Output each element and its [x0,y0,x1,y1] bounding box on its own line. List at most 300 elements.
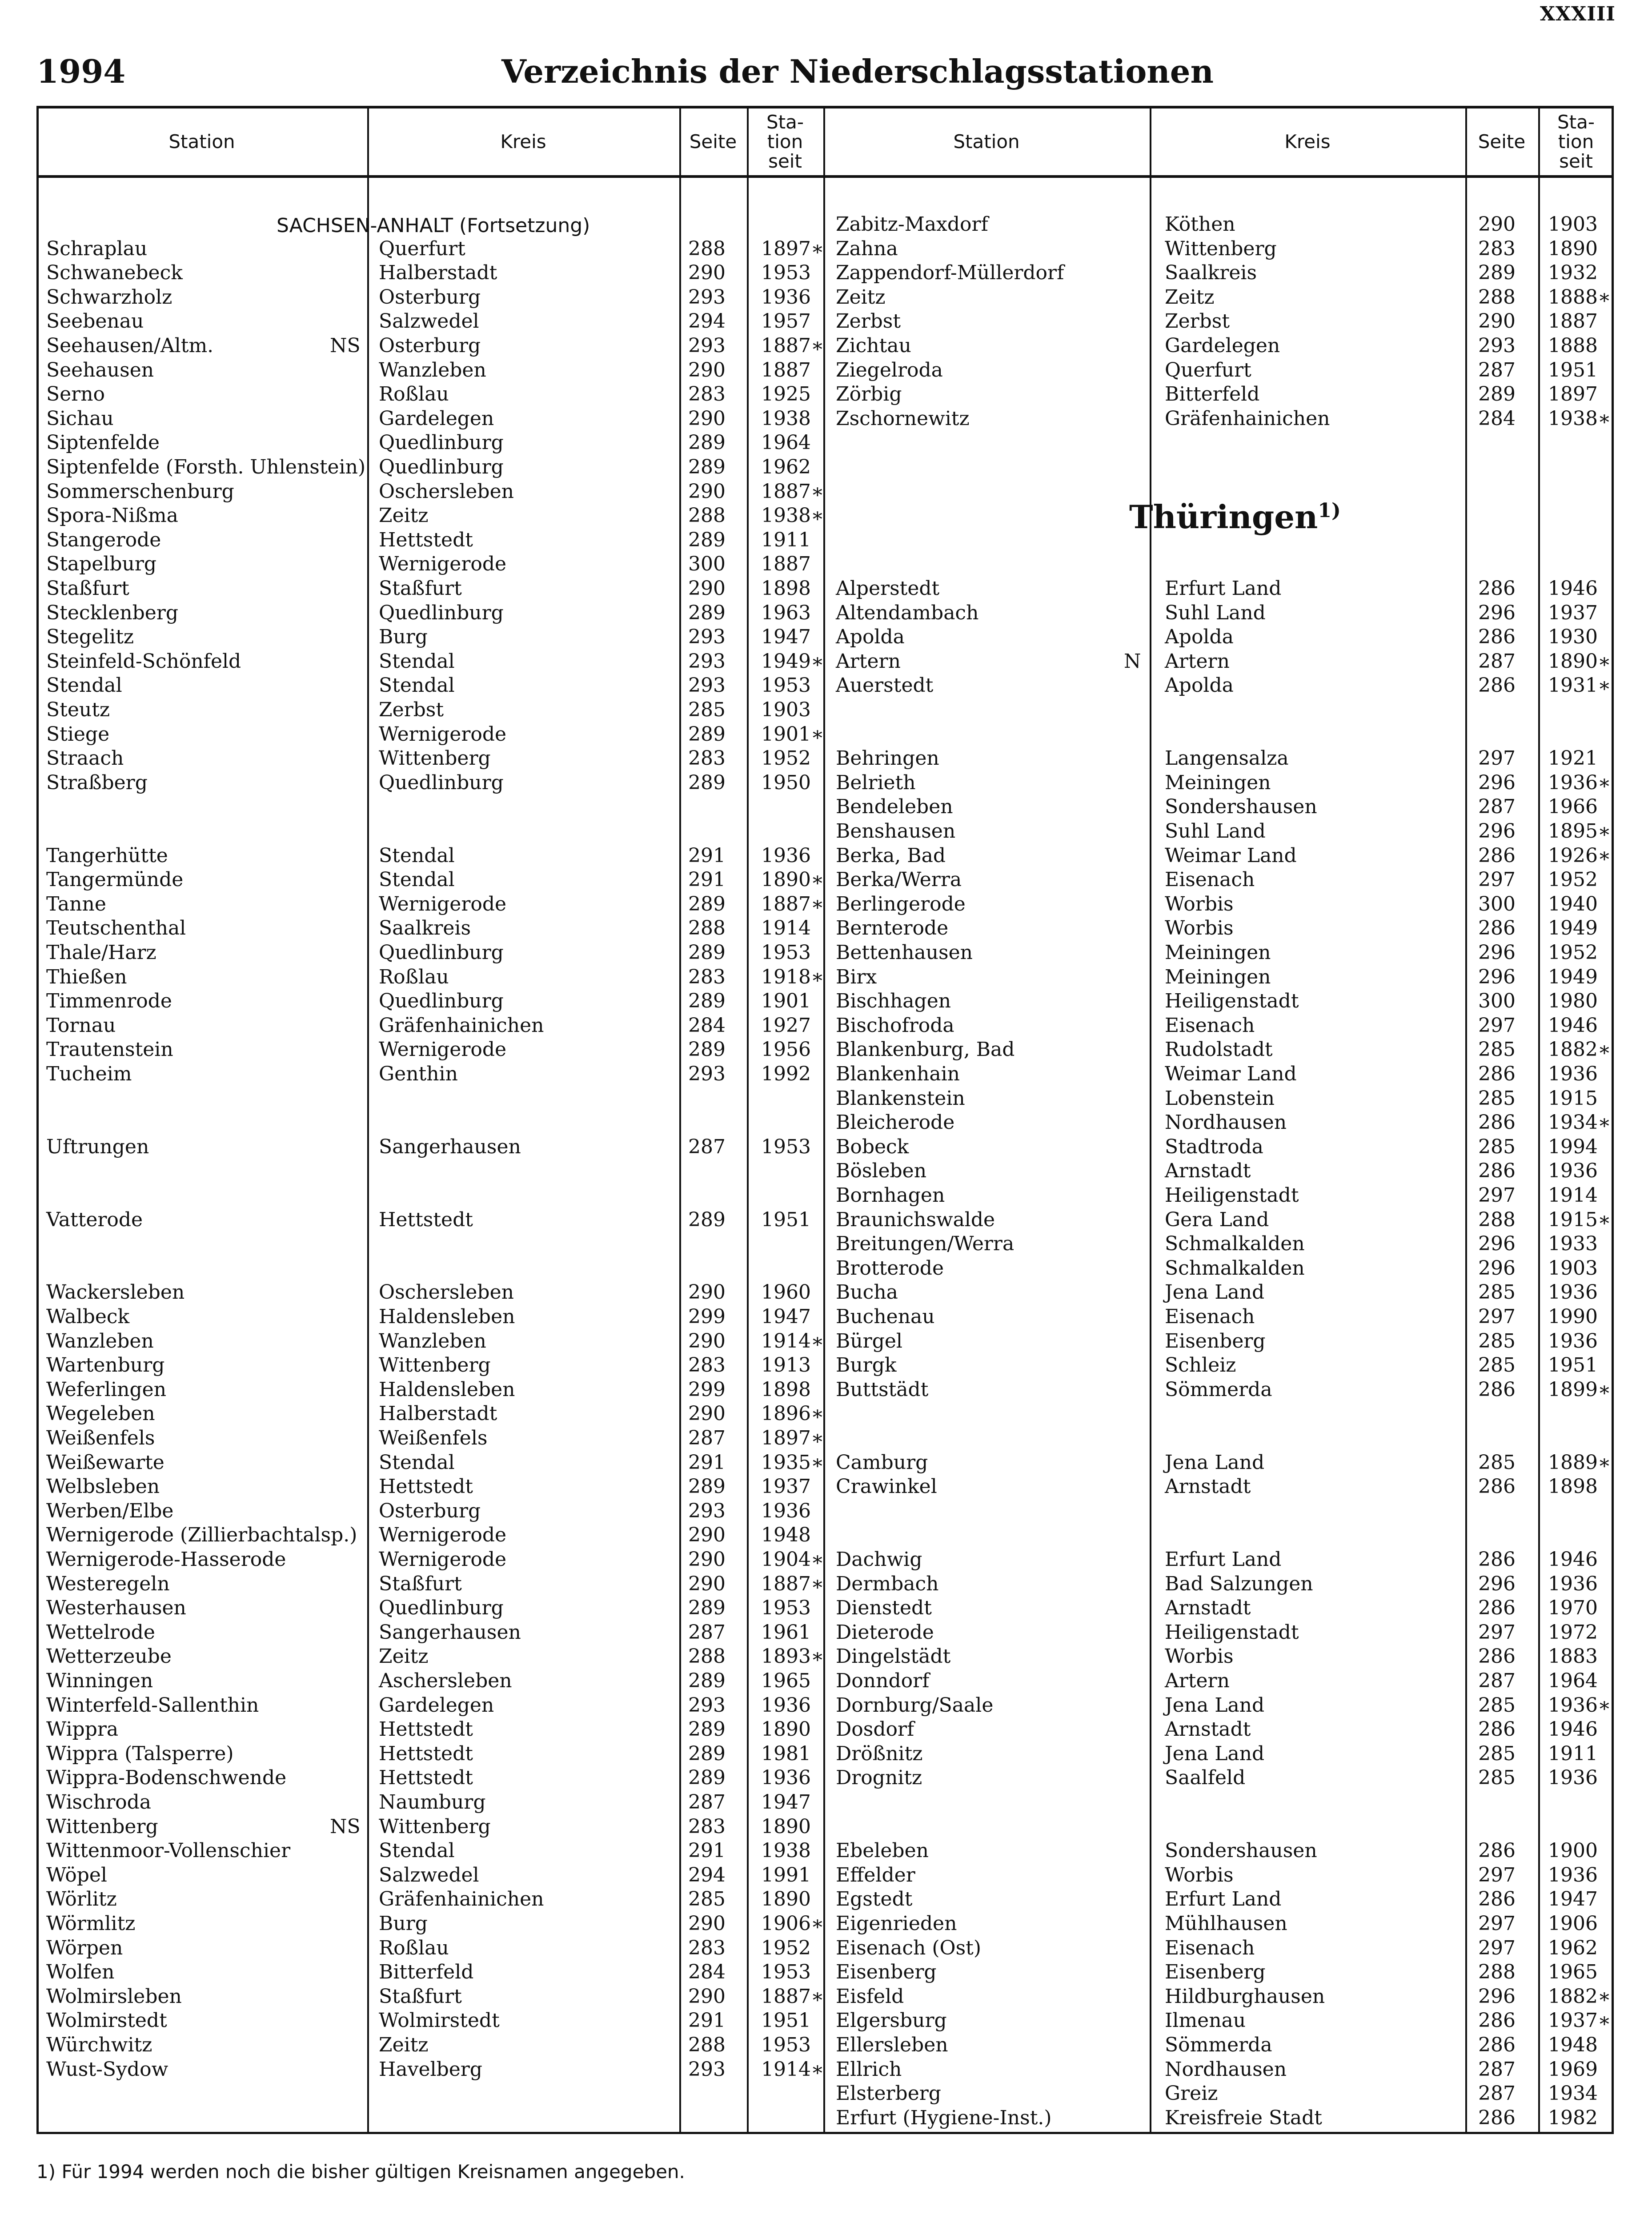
seite-value: 293 [688,1499,726,1522]
station-seit-value: 1970 [1548,1597,1598,1620]
kreis-name: Arnstadt [1165,1475,1251,1498]
kreis-name: Zeitz [1165,285,1215,309]
seite-value: 291 [688,1451,726,1474]
station-name: Sichau [46,407,114,430]
table-row [0,1596,1652,1620]
seite-value: 291 [688,2009,726,2032]
station-name: Würchwitz [46,2034,152,2056]
kreis-name: Gera Land [1165,1208,1269,1231]
station-seit-value: 1980 [1548,990,1598,1013]
station-name: Siptenfelde [46,431,160,454]
station-name: Benshausen [836,820,956,843]
station-name: Vatterode [46,1208,143,1231]
station-name: Schwarzholz [46,285,172,309]
station-name: Wust-Sydow [46,2058,168,2081]
station-name: Wartenburg [46,1354,165,1377]
station-name: Stecklenberg [46,601,179,624]
station-name: Stiege [46,722,110,746]
seite-value: 286 [1478,1160,1516,1183]
table-row [0,1572,1652,1596]
table-row [0,601,1652,625]
kreis-name: Stendal [379,650,455,673]
seite-value: 300 [688,553,726,576]
kreis-name: Roßlau [379,1936,449,1959]
station-seit-value: 1882∗ [1548,1985,1611,2008]
kreis-name: Saalkreis [1165,261,1257,285]
station-seit-value: 1947 [761,1791,811,1814]
station-seit-value: 1952 [1548,868,1598,891]
seite-value: 290 [688,1524,726,1547]
kreis-name: Hildburghausen [1165,1985,1325,2008]
station-seit-value: 1889∗ [1548,1451,1611,1474]
station-name: Dingelstädt [836,1645,951,1668]
table-row [0,2057,1652,2082]
station-name: Berlingerode [836,892,966,915]
kreis-name: Erfurt Land [1165,577,1282,600]
table-row [0,722,1652,746]
kreis-name: Eisenach [1165,1936,1255,1959]
seite-value: 290 [688,358,726,381]
kreis-name: Weimar Land [1165,844,1297,867]
seite-value: 296 [1478,1985,1516,2008]
kreis-name: Gräfenhainichen [379,1888,544,1911]
kreis-name: Zeitz [379,1645,429,1668]
station-seit-value: 1946 [1548,1014,1598,1037]
station-name: Bischhagen [836,990,951,1013]
station-name: Eisenach (Ost) [836,1936,982,1959]
seite-value: 289 [688,990,726,1013]
station-name: Breitungen/Werra [836,1232,1014,1256]
station-name: Winterfeld-Sallenthin [46,1693,259,1717]
station-seit-value: 1897 [1548,383,1598,406]
station-seit-value: 1932 [1548,261,1598,285]
kreis-name: Staßfurt [379,1572,462,1595]
header-seite: Seite [1478,131,1526,152]
station-name: Zabitz-Maxdorf [836,213,988,236]
station-name: Crawinkel [836,1475,937,1498]
station-seit-value: 1953 [761,941,811,964]
seite-value: 290 [688,1548,726,1571]
table-row [0,2081,1652,2106]
table-row [0,261,1652,285]
station-seit-value: 1936 [761,1499,811,1522]
station-name: Straßberg [46,771,148,794]
station-name: Straach [46,747,124,770]
header-kreis: Kreis [500,131,546,152]
kreis-name: Erfurt Land [1165,1888,1282,1911]
seite-value: 289 [688,601,726,624]
kreis-name: Gardelegen [379,1693,494,1717]
station-seit-value: 1898 [1548,1475,1598,1498]
station-seit-value: 1936 [1548,1766,1598,1790]
station-name: Berka, Bad [836,844,946,867]
station-name: Egstedt [836,1888,913,1911]
seite-value: 289 [688,771,726,794]
kreis-name: Meiningen [1165,965,1271,988]
table-row [0,1256,1652,1280]
header-station: Station [953,131,1020,152]
seite-value: 286 [1478,1645,1516,1668]
table-row [0,649,1652,674]
station-seit-value: 1953 [761,1597,811,1620]
kreis-name: Oschersleben [379,1281,514,1304]
kreis-name: Hettstedt [379,1742,473,1765]
station-name: Burgk [836,1354,897,1377]
header-seite: Seite [689,131,737,152]
seite-value: 289 [688,722,726,746]
station-seit-value: 1936 [761,1766,811,1790]
station-name: Werben/Elbe [46,1499,174,1522]
station-seit-value: 1882∗ [1548,1038,1611,1061]
station-name: Zerbst [836,310,901,333]
seite-value: 284 [688,1961,726,1984]
seite-value: 284 [688,1014,726,1037]
kreis-name: Genthin [379,1063,458,1085]
table-row [0,1499,1652,1523]
station-seit-value: 1953 [761,1961,811,1984]
station-name: Wegeleben [46,1402,155,1425]
station-seit-value: 1981 [761,1742,811,1765]
station-seit-value: 1953 [761,2034,811,2056]
seite-value: 297 [1478,1936,1516,1959]
kreis-name: Burg [379,626,428,649]
station-seit-value: 1947 [1548,1888,1598,1911]
seite-value: 290 [688,577,726,600]
seite-value: 289 [688,941,726,964]
seite-value: 289 [688,1475,726,1498]
seite-value: 283 [688,383,726,406]
seite-value: 285 [1478,1354,1516,1377]
station-name: Alperstedt [836,577,940,600]
seite-value: 286 [1478,2009,1516,2032]
kreis-name: Halberstadt [379,261,497,285]
table-row [0,1450,1652,1475]
kreis-name: Osterburg [379,285,481,309]
station-seit-value: 1946 [1548,1718,1598,1741]
station-name: Buchenau [836,1305,935,1328]
station-name: Ziegelroda [836,358,943,381]
kreis-name: Schmalkalden [1165,1232,1305,1256]
station-seit-value: 1940 [1548,892,1598,915]
kreis-name: Köthen [1165,213,1235,236]
table-row [0,406,1652,431]
table-row [0,1183,1652,1208]
station-name: Weferlingen [46,1378,167,1401]
seite-value: 290 [688,1402,726,1425]
station-seit-value: 1915 [1548,1087,1598,1110]
station-name: Blankenburg, Bad [836,1038,1015,1061]
station-seit-value: 1965 [761,1669,811,1692]
seite-value: 287 [688,1791,726,1814]
seite-value: 293 [688,2058,726,2081]
kreis-name: Oschersleben [379,480,514,503]
station-name: Behringen [836,747,939,770]
kreis-name: Hettstedt [379,1718,473,1741]
kreis-name: Stendal [379,844,455,867]
kreis-name: Lobenstein [1165,1087,1275,1110]
table-row [0,1135,1652,1159]
station-seit-value: 1890 [1548,237,1598,260]
station-name: Bösleben [836,1160,927,1183]
station-name: Serno [46,383,105,406]
station-name: Zschornewitz [836,407,970,430]
table-row [0,1838,1652,1863]
table-row [0,916,1652,940]
station-seit-value: 1887 [761,358,811,381]
seite-value: 287 [1478,2082,1516,2105]
kreis-name: Zerbst [379,698,444,721]
station-seit-value: 1934∗ [1548,1111,1611,1134]
seite-value: 290 [688,261,726,285]
kreis-name: Jena Land [1165,1281,1265,1304]
station-seit-value: 1952 [761,747,811,770]
station-name: Wippra-Bodenschwende [46,1766,287,1790]
thueringen-footnote-mark: 1) [1318,499,1341,522]
seite-value: 290 [688,480,726,503]
seite-value: 289 [688,1208,726,1231]
station-seit-value: 1953 [761,1135,811,1158]
seite-value: 296 [1478,820,1516,843]
table-row [0,1062,1652,1086]
station-name: Wernigerode-Hasserode [46,1548,286,1571]
station-name: Bobeck [836,1135,909,1158]
seite-value: 300 [1478,990,1516,1013]
station-name: Berka/Werra [836,868,962,891]
table-row [0,1669,1652,1693]
seite-value: 287 [688,1427,726,1449]
station-name: Teutschenthal [46,917,186,940]
station-seit-value: 1951 [761,1208,811,1231]
station-name: Schwanebeck [46,261,183,285]
station-seit-value: 1903 [1548,213,1598,236]
region-label: SACHSEN-ANHALT (Fortsetzung) [277,214,590,237]
kreis-name: Sangerhausen [379,1135,521,1158]
station-name: Tornau [46,1014,116,1037]
station-seit-value: 1957 [761,310,811,333]
kreis-name: Mühlhausen [1165,1912,1287,1935]
station-seit-value: 1962 [1548,1936,1598,1959]
seite-value: 289 [688,1718,726,1741]
station-name: Wörlitz [46,1888,117,1911]
station-name: Wetterzeube [46,1645,172,1668]
table-row [0,1984,1652,2009]
seite-value: 284 [1478,407,1516,430]
station-seit-value: 1960 [761,1281,811,1304]
table-row [0,698,1652,722]
seite-value: 293 [688,285,726,309]
seite-value: 286 [1478,626,1516,649]
table-row [0,843,1652,868]
station-name: Zeitz [836,285,886,309]
seite-value: 288 [1478,1961,1516,1984]
station-seit-value: 1890 [761,1888,811,1911]
seite-value: 296 [1478,1572,1516,1595]
seite-value: 286 [1478,577,1516,600]
station-seit-value: 1949 [1548,917,1598,940]
kreis-name: Wittenberg [379,747,491,770]
header-station-seit: Sta- tion seit [766,111,804,172]
station-name: Thießen [46,965,127,988]
station-name: Bornhagen [836,1184,945,1207]
station-name: Welbsleben [46,1475,160,1498]
table-row [0,576,1652,601]
station-seit-value: 1953 [761,674,811,697]
table-row [0,770,1652,795]
station-seit-value: 1921 [1548,747,1598,770]
station-seit-value: 1951 [1548,358,1598,381]
station-name: Tangermünde [46,868,184,891]
table-row [0,382,1652,406]
seite-value: 285 [688,1888,726,1911]
kreis-name: Saalkreis [379,917,471,940]
table-row [0,1814,1652,1839]
seite-value: 287 [1478,1669,1516,1692]
kreis-name: Jena Land [1165,1451,1265,1474]
seite-value: 297 [1478,747,1516,770]
table-row [0,479,1652,504]
station-seit-value: 1914 [761,917,811,940]
kreis-name: Heiligenstadt [1165,990,1299,1013]
seite-value: 286 [1478,1475,1516,1498]
seite-value: 297 [1478,1621,1516,1644]
kreis-name: Heiligenstadt [1165,1184,1299,1207]
kreis-name: Haldensleben [379,1378,515,1401]
station-seit-value: 1890∗ [761,868,824,891]
table-row [0,1936,1652,1960]
table-row [0,212,1652,237]
table-row [0,1280,1652,1304]
table-row [0,819,1652,843]
station-name: Bettenhausen [836,941,973,964]
kreis-name: Rudolstadt [1165,1038,1273,1061]
page-title: Verzeichnis der Niederschlagsstationen [501,52,1214,90]
kreis-name: Arnstadt [1165,1160,1251,1183]
station-seit-value: 1897∗ [761,1427,824,1449]
seite-value: 300 [1478,892,1516,915]
seite-value: 289 [688,1766,726,1790]
seite-value: 285 [1478,1281,1516,1304]
table-row [0,989,1652,1013]
station-seit-value: 1887∗ [761,1572,824,1595]
kreis-name: Osterburg [379,334,481,357]
table-row [0,1547,1652,1572]
station-name: Wernigerode (Zillierbachtalsp.) [46,1524,357,1547]
kreis-name: Worbis [1165,1645,1234,1668]
seite-value: 287 [688,1621,726,1644]
seite-value: 285 [1478,1766,1516,1790]
seite-value: 286 [1478,1597,1516,1620]
table-row [0,1086,1652,1111]
station-name: Zappendorf-Müllerdorf [836,261,1064,285]
station-name: Wittenberg [46,1815,158,1838]
kreis-name: Langensalza [1165,747,1289,770]
seite-value: 285 [1478,1087,1516,1110]
station-seit-value: 1897∗ [761,237,824,260]
seite-value: 289 [688,431,726,454]
station-name: Zörbig [836,383,902,406]
station-name: Seebenau [46,310,144,333]
kreis-name: Haldensleben [379,1305,515,1328]
station-seit-value: 1901 [761,990,811,1013]
seite-value: 288 [1478,285,1516,309]
table-row [0,237,1652,261]
kreis-name: Roßlau [379,965,449,988]
seite-value: 289 [688,456,726,478]
station-seit-value: 1906 [1548,1912,1598,1935]
seite-value: 283 [688,1815,726,1838]
seite-value: 288 [688,504,726,527]
table-row [0,1887,1652,1911]
station-seit-value: 1952 [761,1936,811,1959]
station-seit-value: 1933 [1548,1232,1598,1256]
kreis-name: Stendal [379,1451,455,1474]
page-number: XXXIII [1540,3,1616,25]
kreis-name: Sondershausen [1165,1839,1317,1862]
station-seit-value: 1898 [761,577,811,600]
station-seit-value: 1938∗ [1548,407,1611,430]
station-name: Winningen [46,1669,153,1692]
kreis-name: Roßlau [379,383,449,406]
station-seit-value: 1936∗ [1548,771,1611,794]
station-seit-value: 1935∗ [761,1451,824,1474]
station-seit-value: 1925 [761,383,811,406]
station-name: Wörpen [46,1936,123,1959]
table-row [0,1766,1652,1790]
kreis-name: Wernigerode [379,892,507,915]
table-row [0,2106,1652,2130]
station-seit-value: 1927 [761,1014,811,1037]
station-name: Weißewarte [46,1451,164,1474]
table-row [0,940,1652,965]
thueringen-name: Thüringen [1129,498,1318,536]
seite-value: 297 [1478,1912,1516,1935]
station-seit-value: 1904∗ [761,1548,824,1571]
seite-value: 288 [1478,1208,1516,1231]
station-name: Steutz [46,698,110,721]
seite-value: 287 [1478,358,1516,381]
seite-value: 293 [688,626,726,649]
kreis-name: Wernigerode [379,553,507,576]
table-row [0,1232,1652,1256]
station-name: Weißenfels [46,1427,155,1449]
kreis-name: Gardelegen [379,407,494,430]
kreis-name: Arnstadt [1165,1718,1251,1741]
kreis-name: Bitterfeld [1165,383,1260,406]
kreis-name: Nordhausen [1165,1111,1287,1134]
kreis-name: Wanzleben [379,358,486,381]
station-seit-value: 1914∗ [761,1329,824,1352]
seite-value: 290 [688,407,726,430]
station-seit-value: 1965 [1548,1961,1598,1984]
table-row [0,1863,1652,1887]
kreis-name: Kreisfreie Stadt [1165,2106,1322,2129]
kreis-name: Stadtroda [1165,1135,1263,1158]
table-row [0,1620,1652,1645]
kreis-name: Gräfenhainichen [379,1014,544,1037]
station-seit-value: 1931∗ [1548,674,1611,697]
station-name: Stangerode [46,528,161,551]
station-name: Stapelburg [46,553,157,576]
kreis-name: Zeitz [379,504,429,527]
station-seit-value: 1938∗ [761,504,824,527]
seite-value: 297 [1478,868,1516,891]
station-seit-value: 1887 [1548,310,1598,333]
kreis-name: Bitterfeld [379,1961,474,1984]
kreis-name: Artern [1165,650,1230,673]
table-row [0,1693,1652,1717]
seite-value: 290 [688,1329,726,1352]
seite-value: 291 [688,868,726,891]
